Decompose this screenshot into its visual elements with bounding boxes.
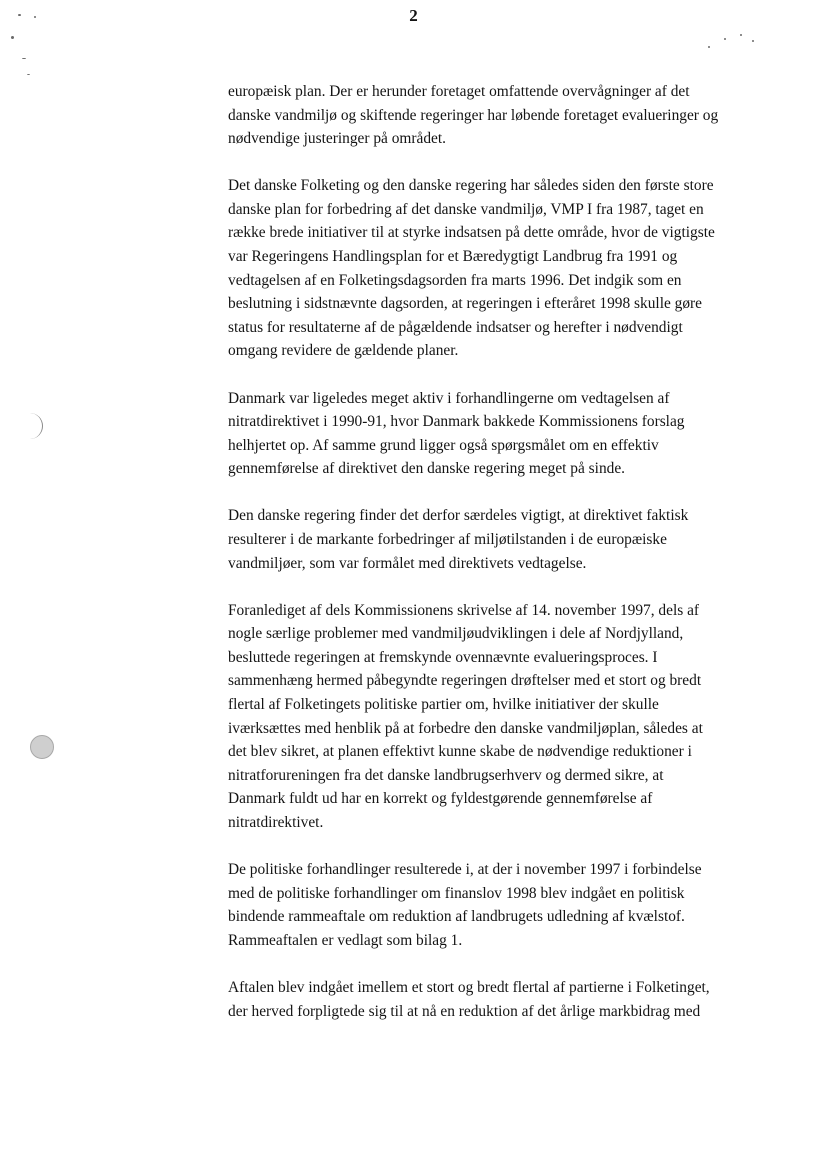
text-line: nødvendige justeringer på området. [228,130,446,148]
paragraph [228,599,768,835]
text-line: iværksættes med henblik på at forbedre den danske vandmiljøplan, således at [228,719,703,737]
paragraph [228,174,768,363]
page-number: 2 [409,6,418,25]
body-text [228,80,768,1047]
text-line: det blev sikret, at planen effektivt kunne skabe de nødvendige reduktioner i [228,743,692,761]
text-line: flertal af Folketingets politiske partier om, hvilke initiativer der skulle [228,696,659,714]
text-line: bindende rammeaftale om reduktion af landbrugets udledning af kvælstof. [228,908,685,926]
scan-speck [11,36,14,39]
text-line: beslutning i sidstnævnte dagsorden, at regeringen i efteråret 1998 skulle gøre [228,295,702,313]
text-line: europæisk plan. Der er herunder foretaget omfattende overvågninger af det [228,83,690,100]
scan-speck [752,40,754,42]
text-line: besluttede regeringen at fremskynde ovennævnte evalueringsproces. I [228,648,658,666]
text-line: vedtagelsen af en Folketingsdagsorden fra marts 1996. Det indgik som en [228,271,682,289]
text-line: sammenhæng hermed påbegyndte regeringen drøftelser med et stort og bredt [228,672,702,690]
text-line: Aftalen blev indgået imellem et stort og bredt flertal af partierne i Folketinget, [228,979,710,996]
text-line: der herved forpligtede sig til at nå en reduktion af det årlige markbidrag med [228,1002,701,1020]
scan-speck [27,74,30,75]
text-line: resulterer i de markante forbedringer af miljøtilstanden i de europæiske [228,531,667,548]
text-line: Den danske regering finder det derfor særdeles vigtigt, at direktivet faktisk [228,507,689,525]
scan-speck [740,34,742,36]
text-line: nitratforureningen fra det danske landbrugserhverv og dermed sikre, at [228,766,664,784]
paragraph [228,976,768,1023]
scan-speck [708,46,710,48]
text-line: nitratdirektivet. [228,814,324,832]
scan-speck [724,38,726,40]
text-line: Foranlediget af dels Kommissionens skrivelse af 14. november 1997, dels af [228,601,700,619]
scan-speck [18,14,21,16]
text-line: med de politiske forhandlinger om finanslov 1998 blev indgået en politisk [228,884,685,902]
text-line: gennemførelse af direktivet den danske regering meget på sinde. [228,460,626,478]
text-line: omgang revidere de gældende planer. [228,342,459,360]
text-line: nitratdirektivet i 1990-91, hvor Danmark bakkede Kommissionens forslag [228,413,685,431]
paragraph [228,504,768,575]
text-line: Danmark fuldt ud har en korrekt og fyldestgørende gennemførelse af [228,790,653,808]
text-line: Danmark var ligeledes meget aktiv i forhandlingerne om vedtagelsen af [228,389,670,407]
text-line: Rammeaftalen er vedlagt som bilag 1. [228,931,463,949]
text-line: helhjertet op. Af samme grund ligger også spørgsmålet om en effektiv [228,436,659,454]
text-line: nogle særlige problemer med vandmiljøudviklingen i dele af Nordjylland, [228,625,684,643]
text-line: danske plan for forbedring af det danske vandmiljø, VMP I fra 1987, taget en [228,200,704,218]
punch-hole [30,735,54,759]
paragraph [228,387,768,481]
text-line: række brede initiativer til at styrke indsatsen på dette område, hvor de vigtigste [228,224,715,242]
scan-speck [34,16,36,18]
scan-bracket-mark [28,413,43,439]
text-line: danske vandmiljø og skiftende regeringer har løbende foretaget evalueringer og [228,106,719,124]
text-line: vandmiljøer, som var formålet med direktivets vedtagelse. [228,554,587,572]
scan-speck [22,58,26,59]
paragraph [228,858,768,952]
paragraph [228,80,768,151]
text-line: Det danske Folketing og den danske regering har således siden den første store [228,177,714,195]
text-line: status for resultaterne af de pågældende indsatser og herefter i nødvendigt [228,318,683,336]
text-line: var Regeringens Handlingsplan for et Bæredygtigt Landbrug fra 1991 og [228,248,678,266]
text-line: De politiske forhandlinger resulterede i, at der i november 1997 i forbindelse [228,861,702,879]
